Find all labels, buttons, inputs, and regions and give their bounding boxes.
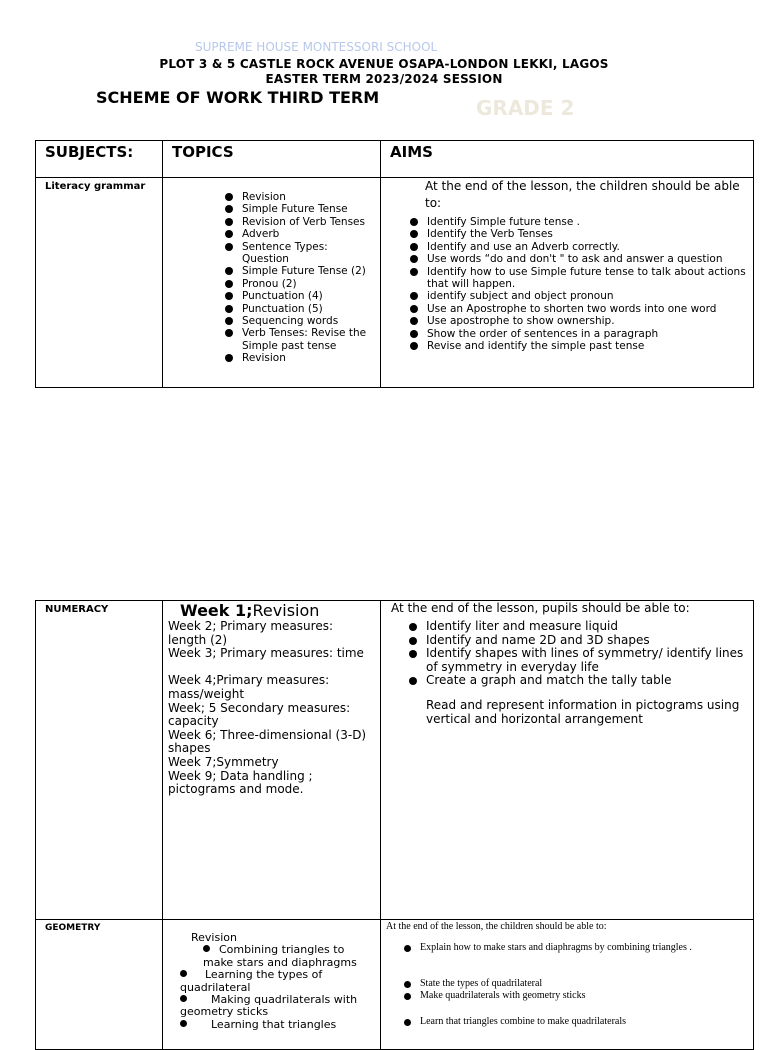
list-item: Making quadrilaterals with geometry sticks bbox=[180, 993, 358, 1019]
list-item: Identify liter and measure liquid bbox=[426, 620, 746, 634]
scheme-title: SCHEME OF WORK THIRD TERM bbox=[96, 88, 380, 107]
geometry-aims-intro: At the end of the lesson, the children should be able to: bbox=[386, 921, 607, 932]
list-item: Adverb bbox=[242, 228, 377, 240]
literacy-topics-cell bbox=[163, 178, 381, 388]
week1-label: Week 1; bbox=[180, 601, 253, 620]
subject-numeracy: NUMERACY bbox=[36, 601, 163, 920]
term-session: EASTER TERM 2023/2024 SESSION bbox=[265, 72, 503, 86]
list-item: Verb Tenses: Revise the Simple past tense bbox=[242, 327, 377, 352]
list-item: Week 4;Primary measures: mass/weight bbox=[168, 673, 330, 701]
list-item: Pronou (2) bbox=[242, 278, 377, 290]
header-subjects: SUBJECTS: bbox=[36, 141, 163, 178]
list-item: Week 9; Data handling ; pictograms and mode. bbox=[168, 768, 313, 797]
numeracy-aims-cell bbox=[381, 601, 754, 920]
numeracy-aims-intro: At the end of the lesson, pupils should be able to: bbox=[391, 601, 690, 615]
school-name: SUPREME HOUSE MONTESSORI SCHOOL bbox=[195, 40, 438, 54]
list-item: Show the order of sentences in a paragraph bbox=[427, 328, 747, 340]
literacy-aims-list bbox=[427, 216, 747, 352]
literacy-aims-intro: At the end of the lesson, the children should be able to: bbox=[425, 179, 740, 210]
list-item: Revision bbox=[242, 191, 377, 203]
list-item: Revise and identify the simple past tense bbox=[427, 340, 747, 352]
list-item: Week; 5 Secondary measures: capacity bbox=[168, 700, 351, 729]
list-item: Sequencing words bbox=[242, 315, 377, 327]
list-item: Simple Future Tense bbox=[242, 203, 377, 215]
list-item: Identify and use an Adverb correctly. bbox=[427, 241, 747, 253]
literacy-table bbox=[35, 140, 754, 388]
list-item: Week 2; Primary measures: length (2) bbox=[168, 619, 333, 647]
header-aims: AIMS bbox=[381, 141, 754, 178]
list-item: Use an Apostrophe to shorten two words into one word bbox=[427, 303, 747, 315]
list-item: Use words “do and don't " to ask and answer a question bbox=[427, 253, 747, 265]
bullet-icon bbox=[180, 1020, 187, 1027]
list-item: Revision of Verb Tenses bbox=[242, 216, 377, 228]
numeracy-table bbox=[35, 600, 754, 1050]
list-item: Week 6; Three-dimensional (3-D) shapes bbox=[168, 727, 367, 756]
subject-geometry: GEOMETRY bbox=[36, 920, 163, 1050]
bullet-icon bbox=[180, 970, 187, 977]
school-address: PLOT 3 & 5 CASTLE ROCK AVENUE OSAPA-LONDON LEKKI, LAGOS bbox=[159, 57, 609, 71]
list-item: Revision bbox=[191, 931, 237, 944]
list-item: Learn that triangles combine to make quadrilaterals bbox=[381, 1016, 753, 1028]
week1-heading bbox=[180, 601, 380, 620]
literacy-aims-cell bbox=[381, 178, 754, 388]
numeracy-topics-cell bbox=[163, 601, 381, 920]
bullet-icon bbox=[180, 995, 187, 1002]
geometry-aims-cell bbox=[381, 920, 754, 1050]
list-item: Identify the Verb Tenses bbox=[427, 228, 747, 240]
list-item: Punctuation (5) bbox=[242, 303, 377, 315]
list-item: Identify shapes with lines of symmetry/ identify lines of symmetry in everyday life bbox=[426, 647, 746, 674]
spacer bbox=[168, 661, 373, 675]
header-topics: TOPICS bbox=[163, 141, 381, 178]
list-item: Identify and name 2D and 3D shapes bbox=[426, 634, 746, 648]
list-item: Week 3; Primary measures: time bbox=[168, 646, 364, 661]
numeracy-topics-list bbox=[168, 620, 373, 797]
list-item: Simple Future Tense (2) bbox=[242, 265, 377, 277]
list-item: Combining triangles to make stars and diaphragms bbox=[203, 943, 357, 969]
list-item: Make quadrilaterals with geometry sticks bbox=[381, 990, 753, 1002]
numeracy-aims-list bbox=[426, 620, 746, 688]
bullet-icon bbox=[203, 945, 210, 952]
list-item: identify subject and object pronoun bbox=[427, 290, 747, 302]
list-item: State the types of quadrilateral bbox=[381, 978, 753, 990]
list-item: Explain how to make stars and diaphragms by combining triangles . bbox=[381, 942, 753, 954]
list-item: Week 7;Symmetry bbox=[168, 754, 279, 769]
grade-label: GRADE 2 bbox=[476, 96, 575, 120]
list-item: Learning the types of quadrilateral bbox=[180, 968, 323, 994]
list-item: Sentence Types: Question bbox=[242, 241, 377, 266]
geometry-topics-cell bbox=[163, 920, 381, 1050]
list-item: Revision bbox=[242, 352, 377, 364]
literacy-topics-list bbox=[242, 191, 377, 365]
geometry-topics-list bbox=[180, 932, 360, 1031]
list-item: Use apostrophe to show ownership. bbox=[427, 315, 747, 327]
subject-literacy-grammar: Literacy grammar bbox=[36, 178, 163, 388]
list-item: Identify Simple future tense . bbox=[427, 216, 747, 228]
list-item: Punctuation (4) bbox=[242, 290, 377, 302]
list-item: Identify how to use Simple future tense to talk about actions that will happen. bbox=[427, 265, 746, 291]
list-item: Create a graph and match the tally table bbox=[426, 674, 746, 688]
list-item: Learning that triangles bbox=[180, 1019, 360, 1031]
numeracy-aims-extra: Read and represent information in pictograms using vertical and horizontal arrangement bbox=[426, 697, 740, 726]
week1-topic: Revision bbox=[252, 601, 320, 620]
